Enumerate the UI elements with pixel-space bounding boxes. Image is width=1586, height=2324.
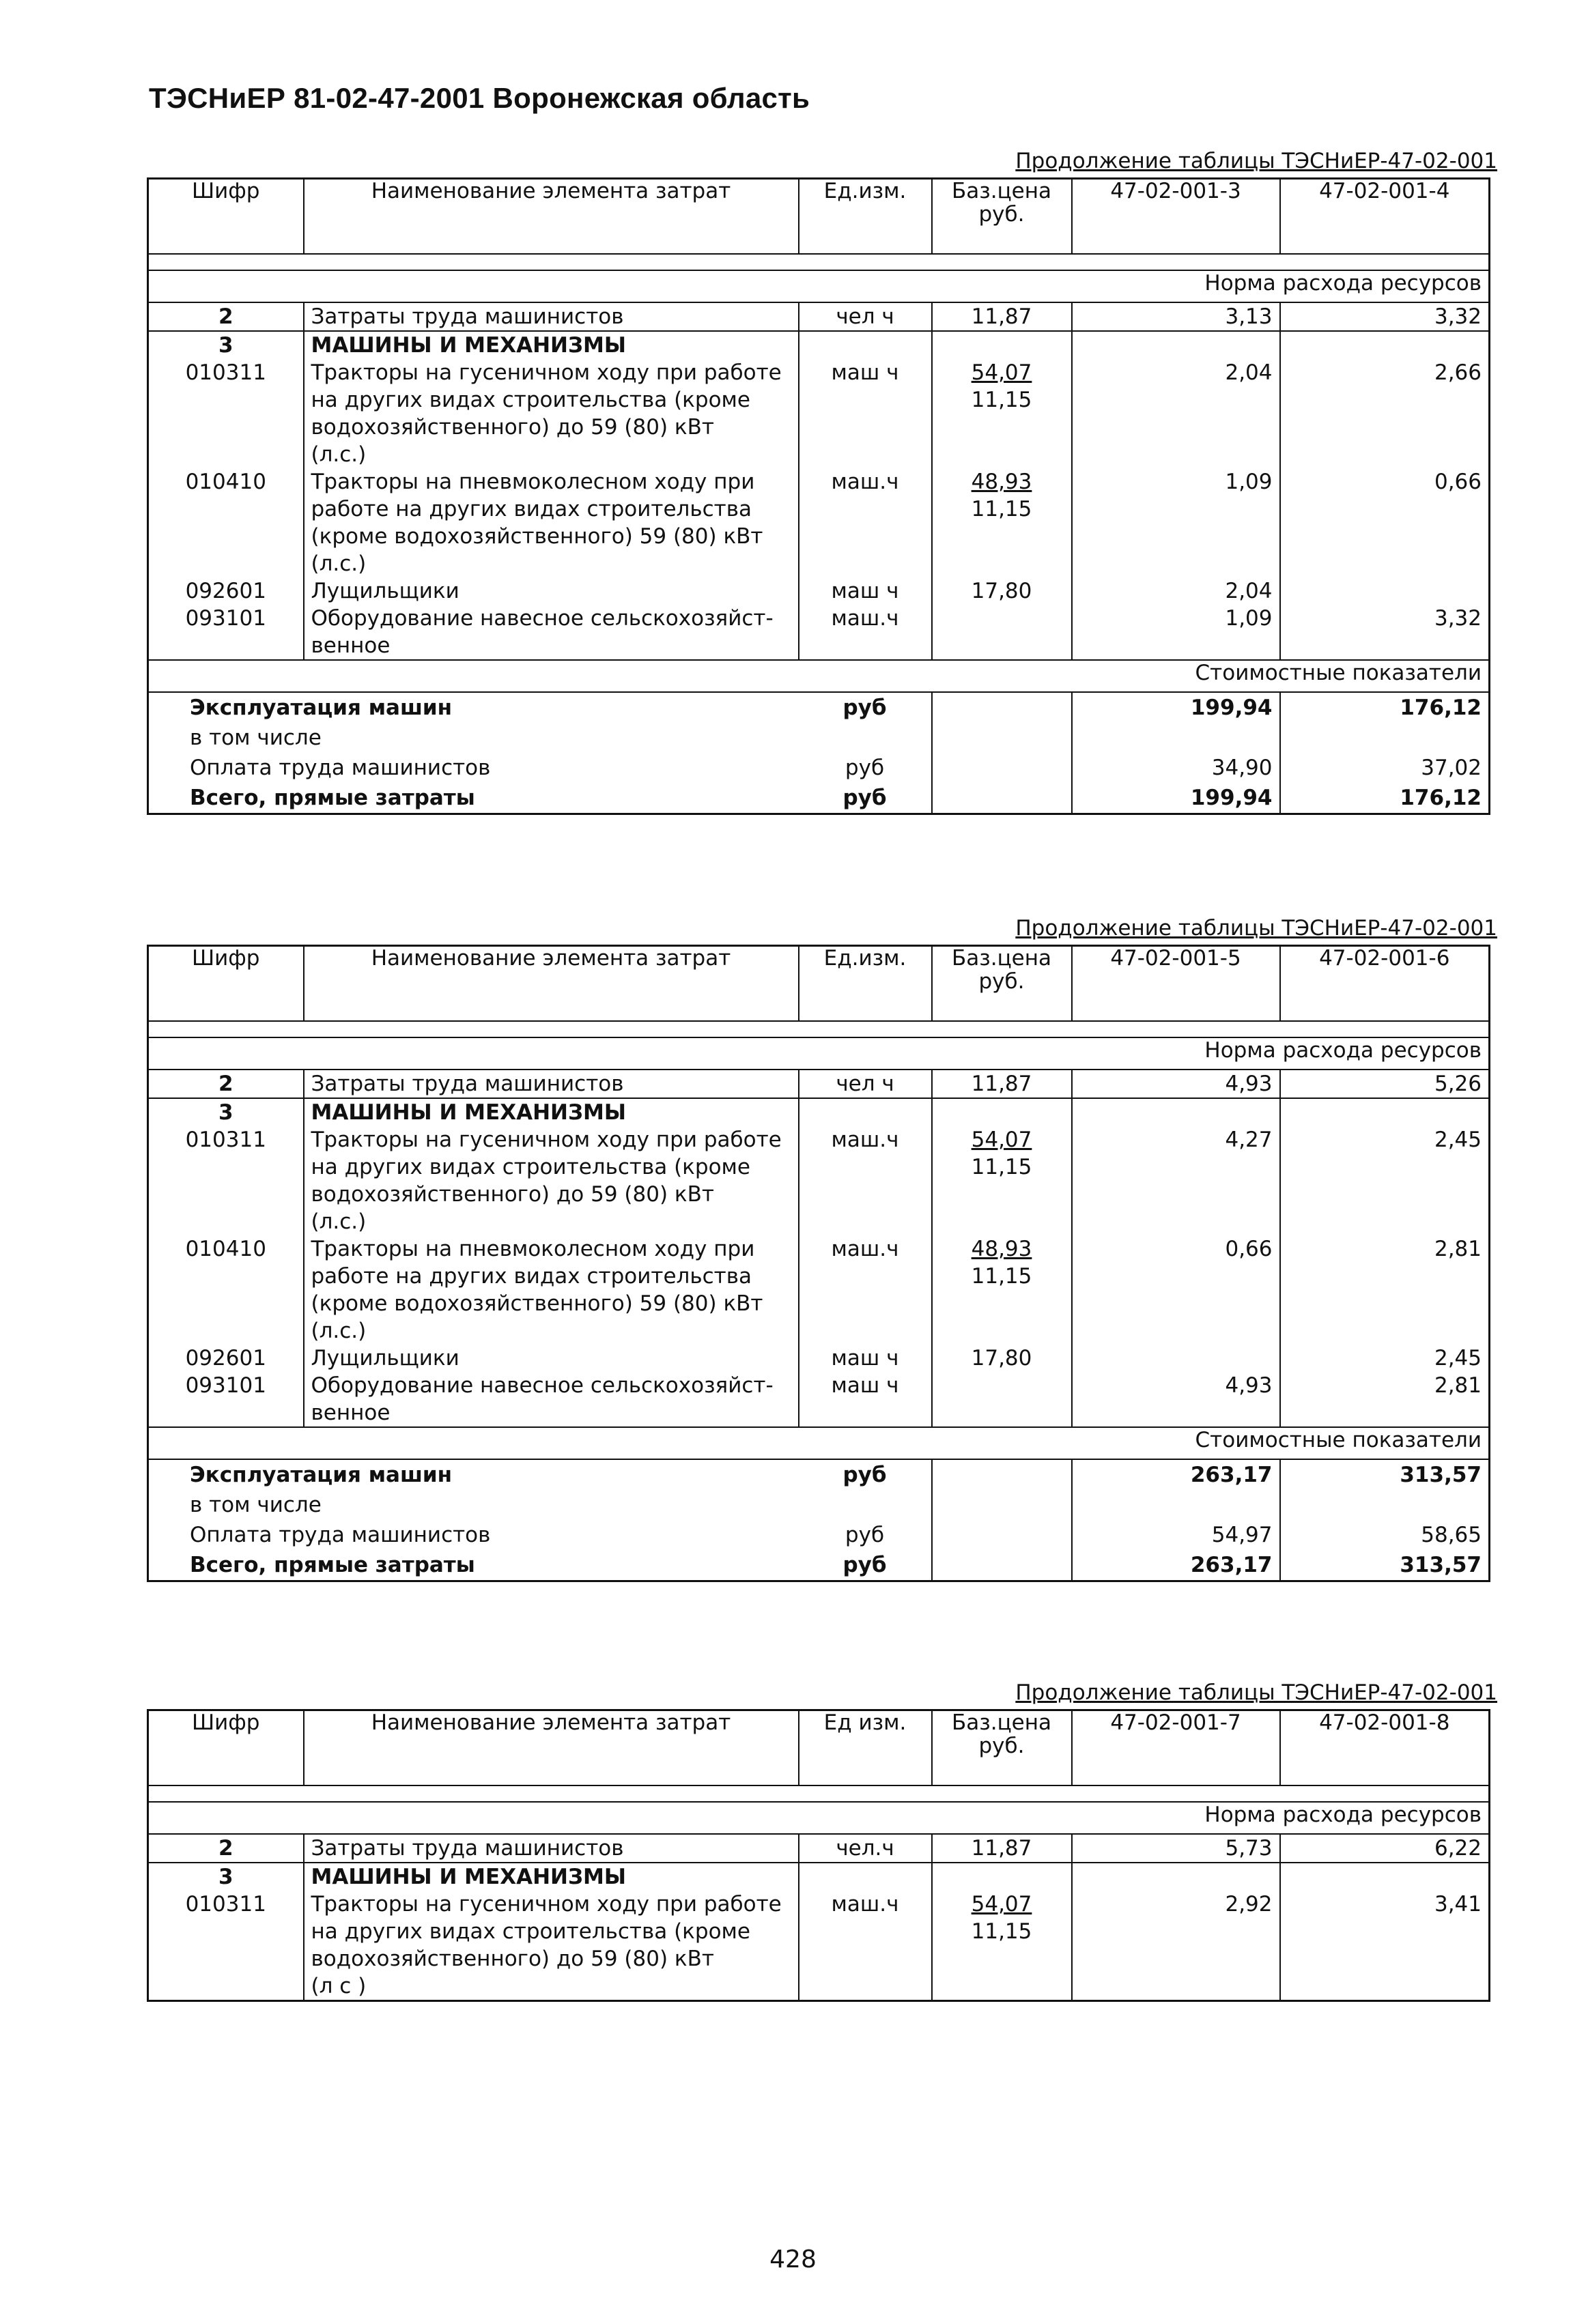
header-row [148, 1710, 1490, 1786]
price-cell: 17,80 [932, 577, 1072, 605]
value-b: 6,22 [1280, 1834, 1490, 1863]
code-cell: 2 [148, 302, 304, 331]
value-b [1280, 577, 1490, 605]
machine-row [148, 468, 1490, 577]
labor-row [148, 302, 1490, 331]
spacer [148, 1785, 1490, 1802]
name-line: венное [311, 1401, 391, 1425]
name-line: Оборудование навесное сельскохозяйст- [311, 606, 774, 631]
value-b: 3,32 [1280, 302, 1490, 331]
summary-unit: руб [842, 786, 887, 810]
name-line: на других видах строительства (кроме [311, 1919, 751, 1944]
code-cell: 010410 [185, 1237, 266, 1261]
header-unit: Ед.изм. [799, 946, 932, 1022]
name-cell [304, 1891, 799, 2001]
unit-cell: маш ч [799, 1372, 932, 1427]
summary-incl-label: в том числе [190, 726, 322, 750]
name-line: (кроме водохозяйственного) 59 (80) кВт [311, 1291, 763, 1316]
header-price-line2: руб. [978, 1734, 1025, 1759]
name-line: (кроме водохозяйственного) 59 (80) кВт [311, 524, 763, 549]
summary-pay-row [148, 753, 1490, 783]
machine-row [148, 1372, 1490, 1427]
name-line: (л.с.) [311, 442, 367, 467]
header-base-price [932, 946, 1072, 1022]
section-row [148, 1863, 1490, 1891]
summary-value-a: 54,97 [1072, 1520, 1280, 1550]
price-salary: 11,15 [971, 1919, 1032, 1944]
name-line: водохозяйственного) до 59 (80) кВт [311, 1947, 714, 1971]
summary-label: Эксплуатация машин [190, 1463, 453, 1487]
summary-label: Оплата труда машинистов [190, 756, 491, 780]
value-a: 3,13 [1072, 302, 1280, 331]
summary-value-a: 199,94 [1072, 692, 1280, 723]
summary-value-b: 313,57 [1400, 1463, 1482, 1487]
summary-value-b: 176,12 [1400, 695, 1482, 720]
summary-unit: руб [842, 1553, 887, 1577]
value-b: 3,32 [1280, 605, 1490, 660]
summary-exploit-row [148, 692, 1490, 723]
name-line: венное [311, 633, 391, 658]
summary-unit: руб [845, 756, 885, 780]
name-cell [304, 1372, 799, 1427]
price-value: 54,07 [971, 1128, 1032, 1152]
machine-row [148, 359, 1490, 468]
value-b: 3,41 [1280, 1891, 1490, 2001]
code-cell: 093101 [185, 1373, 266, 1398]
value-b: 2,81 [1280, 1372, 1490, 1427]
header-col-b: 47-02-001-8 [1280, 1710, 1490, 1786]
summary-unit: руб [842, 1463, 887, 1487]
unit-cell: чел ч [799, 302, 932, 331]
name-line: (л с ) [311, 1974, 367, 1998]
summary-exploit-row [148, 1459, 1490, 1490]
summary-pay-row [148, 1520, 1490, 1550]
page-number: 428 [769, 2246, 817, 2273]
spacer [148, 254, 1490, 270]
summary-total-row [148, 1550, 1490, 1581]
spacer [148, 1021, 1490, 1037]
code-cell: 010410 [185, 470, 266, 494]
name-line: Тракторы на пневмоколесном ходу при [311, 470, 755, 494]
summary-label: Эксплуатация машин [190, 695, 453, 720]
header-col-b: 47-02-001-6 [1280, 946, 1490, 1022]
resource-table-2 [147, 945, 1490, 1582]
value-b: 2,45 [1280, 1345, 1490, 1372]
summary-label: Оплата труда машинистов [190, 1523, 491, 1547]
name-line: работе на других видах строительства [311, 497, 752, 521]
value-a: 1,09 [1072, 605, 1280, 660]
section-title: МАШИНЫ И МЕХАНИЗМЫ [304, 1863, 799, 1891]
name-cell [304, 1235, 799, 1345]
header-base-price [932, 179, 1072, 255]
code-cell: 092601 [185, 579, 266, 603]
name-line: на других видах строительства (кроме [311, 388, 751, 412]
price-value: 48,93 [971, 470, 1032, 494]
code-cell: 010311 [185, 1128, 266, 1152]
header-unit: Ед.изм. [799, 179, 932, 255]
continuation-caption: Продолжение таблицы ТЭСНиЕР-47-02-001 [1015, 916, 1497, 941]
labor-row [148, 1834, 1490, 1863]
header-row [148, 946, 1490, 1022]
machine-row [148, 1891, 1490, 2001]
unit-cell: маш.ч [799, 468, 932, 577]
value-a: 2,04 [1072, 359, 1280, 468]
header-name: Наименование элемента затрат [304, 946, 799, 1022]
name-cell [304, 1126, 799, 1235]
summary-value-a: 263,17 [1072, 1550, 1280, 1581]
value-b: 2,81 [1280, 1235, 1490, 1345]
header-code: Шифр [148, 179, 304, 255]
unit-cell: маш.ч [799, 1126, 932, 1235]
header-row [148, 179, 1490, 255]
header-code: Шифр [148, 1710, 304, 1786]
header-price-line1: Баз.цена [951, 1710, 1052, 1735]
value-a: 4,93 [1072, 1372, 1280, 1427]
price-salary: 11,15 [971, 1264, 1032, 1289]
value-b: 0,66 [1280, 468, 1490, 577]
code-cell: 010311 [185, 1892, 266, 1917]
section-row [148, 1098, 1490, 1126]
header-base-price [932, 1710, 1072, 1786]
header-col-a: 47-02-001-5 [1072, 946, 1280, 1022]
code-cell: 2 [148, 1834, 304, 1863]
name-line: работе на других видах строительства [311, 1264, 752, 1289]
header-price-line1: Баз.цена [951, 946, 1052, 971]
summary-unit: руб [842, 695, 887, 720]
summary-label: Всего, прямые затраты [190, 786, 475, 810]
unit-cell: чел.ч [799, 1834, 932, 1863]
summary-value-b: 176,12 [1400, 786, 1482, 810]
norm-label: Норма расхода ресурсов [148, 1037, 1490, 1070]
name-line: Тракторы на гусеничном ходу при работе [311, 1892, 782, 1917]
summary-value-a: 263,17 [1072, 1459, 1280, 1490]
name-cell [304, 468, 799, 577]
price-cell: 11,87 [932, 1070, 1072, 1098]
value-a: 5,73 [1072, 1834, 1280, 1863]
machine-row [148, 1235, 1490, 1345]
header-price-line2: руб. [978, 969, 1025, 994]
machine-row [148, 1345, 1490, 1372]
cost-label: Стоимостные показатели [148, 1427, 1490, 1459]
summary-value-b: 58,65 [1421, 1523, 1482, 1547]
price-cell [932, 605, 1072, 660]
name-cell [304, 359, 799, 468]
header-price-line1: Баз.цена [951, 179, 1052, 203]
name-line: водохозяйственного) до 59 (80) кВт [311, 1182, 714, 1207]
code-cell: 092601 [185, 1346, 266, 1371]
price-salary: 11,15 [971, 1155, 1032, 1179]
value-b: 5,26 [1280, 1070, 1490, 1098]
header-col-b: 47-02-001-4 [1280, 179, 1490, 255]
page-title: ТЭСНиЕР 81-02-47-2001 Воронежская область [149, 82, 810, 114]
name-line: (л.с.) [311, 1209, 367, 1234]
name-cell: Затраты труда машинистов [304, 1834, 799, 1863]
resource-table-3 [147, 1709, 1490, 2002]
summary-total-row [148, 783, 1490, 814]
price-value: 54,07 [971, 360, 1032, 385]
value-a: 2,04 [1072, 577, 1280, 605]
summary-incl-label: в том числе [190, 1493, 322, 1517]
name-line: Тракторы на гусеничном ходу при работе [311, 1128, 782, 1152]
price-cell [932, 1372, 1072, 1427]
price-cell: 11,87 [932, 1834, 1072, 1863]
norm-label: Норма расхода ресурсов [148, 270, 1490, 302]
machine-row [148, 605, 1490, 660]
price-cell [932, 468, 1072, 577]
resource-table-1 [147, 177, 1490, 815]
name-cell: Затраты труда машинистов [304, 1070, 799, 1098]
price-cell [932, 1235, 1072, 1345]
summary-incl-row [148, 1490, 1490, 1520]
unit-cell: маш.ч [799, 1891, 932, 2001]
name-line: водохозяйственного) до 59 (80) кВт [311, 415, 714, 440]
header-col-a: 47-02-001-7 [1072, 1710, 1280, 1786]
summary-unit: руб [845, 1523, 885, 1547]
unit-cell: маш ч [799, 1345, 932, 1372]
price-cell [932, 1891, 1072, 2001]
header-price-line2: руб. [978, 202, 1025, 227]
price-cell [932, 359, 1072, 468]
price-value: 54,07 [971, 1892, 1032, 1917]
header-unit: Ед изм. [799, 1710, 932, 1786]
section-title: МАШИНЫ И МЕХАНИЗМЫ [304, 331, 799, 359]
name-line: на других видах строительства (кроме [311, 1155, 751, 1179]
unit-cell: чел ч [799, 1070, 932, 1098]
name-cell: Лущильщики [304, 577, 799, 605]
price-value: 48,93 [971, 1237, 1032, 1261]
unit-cell: маш.ч [799, 605, 932, 660]
header-name: Наименование элемента затрат [304, 179, 799, 255]
name-line: Оборудование навесное сельскохозяйст- [311, 1373, 774, 1398]
value-a: 2,92 [1072, 1891, 1280, 2001]
value-b: 2,45 [1280, 1126, 1490, 1235]
price-salary: 11,15 [971, 388, 1032, 412]
value-a: 0,66 [1072, 1235, 1280, 1345]
unit-cell: маш ч [799, 359, 932, 468]
price-cell: 11,87 [932, 302, 1072, 331]
cost-label: Стоимостные показатели [148, 660, 1490, 692]
code-cell: 010311 [185, 360, 266, 385]
name-cell: Затраты труда машинистов [304, 302, 799, 331]
name-line: Тракторы на гусеничном ходу при работе [311, 360, 782, 385]
name-line: (л.с.) [311, 1319, 367, 1343]
section-title: МАШИНЫ И МЕХАНИЗМЫ [304, 1098, 799, 1126]
summary-value-a: 34,90 [1072, 753, 1280, 783]
header-col-a: 47-02-001-3 [1072, 179, 1280, 255]
value-a: 4,93 [1072, 1070, 1280, 1098]
header-name: Наименование элемента затрат [304, 1710, 799, 1786]
unit-cell: маш.ч [799, 1235, 932, 1345]
value-a [1072, 1345, 1280, 1372]
norm-label: Норма расхода ресурсов [148, 1802, 1490, 1834]
summary-label: Всего, прямые затраты [190, 1553, 475, 1577]
price-cell [932, 1126, 1072, 1235]
section-code: 3 [218, 1865, 233, 1889]
price-salary: 11,15 [971, 497, 1032, 521]
header-code: Шифр [148, 946, 304, 1022]
labor-row [148, 1070, 1490, 1098]
section-row [148, 331, 1490, 359]
price-cell: 17,80 [932, 1345, 1072, 1372]
section-code: 3 [218, 1100, 233, 1125]
name-line: (л.с.) [311, 551, 367, 576]
machine-row [148, 577, 1490, 605]
name-cell: Лущильщики [304, 1345, 799, 1372]
continuation-caption: Продолжение таблицы ТЭСНиЕР-47-02-001 [1015, 1680, 1497, 1705]
continuation-caption: Продолжение таблицы ТЭСНиЕР-47-02-001 [1015, 149, 1497, 173]
summary-value-b: 37,02 [1421, 756, 1482, 780]
name-line: Тракторы на пневмоколесном ходу при [311, 1237, 755, 1261]
summary-value-b: 313,57 [1400, 1553, 1482, 1577]
name-cell [304, 605, 799, 660]
section-code: 3 [218, 333, 233, 358]
code-cell: 2 [148, 1070, 304, 1098]
summary-value-a: 199,94 [1072, 783, 1280, 814]
value-a: 4,27 [1072, 1126, 1280, 1235]
machine-row [148, 1126, 1490, 1235]
unit-cell: маш ч [799, 577, 932, 605]
value-a: 1,09 [1072, 468, 1280, 577]
value-b: 2,66 [1280, 359, 1490, 468]
code-cell: 093101 [185, 606, 266, 631]
summary-incl-row [148, 723, 1490, 753]
